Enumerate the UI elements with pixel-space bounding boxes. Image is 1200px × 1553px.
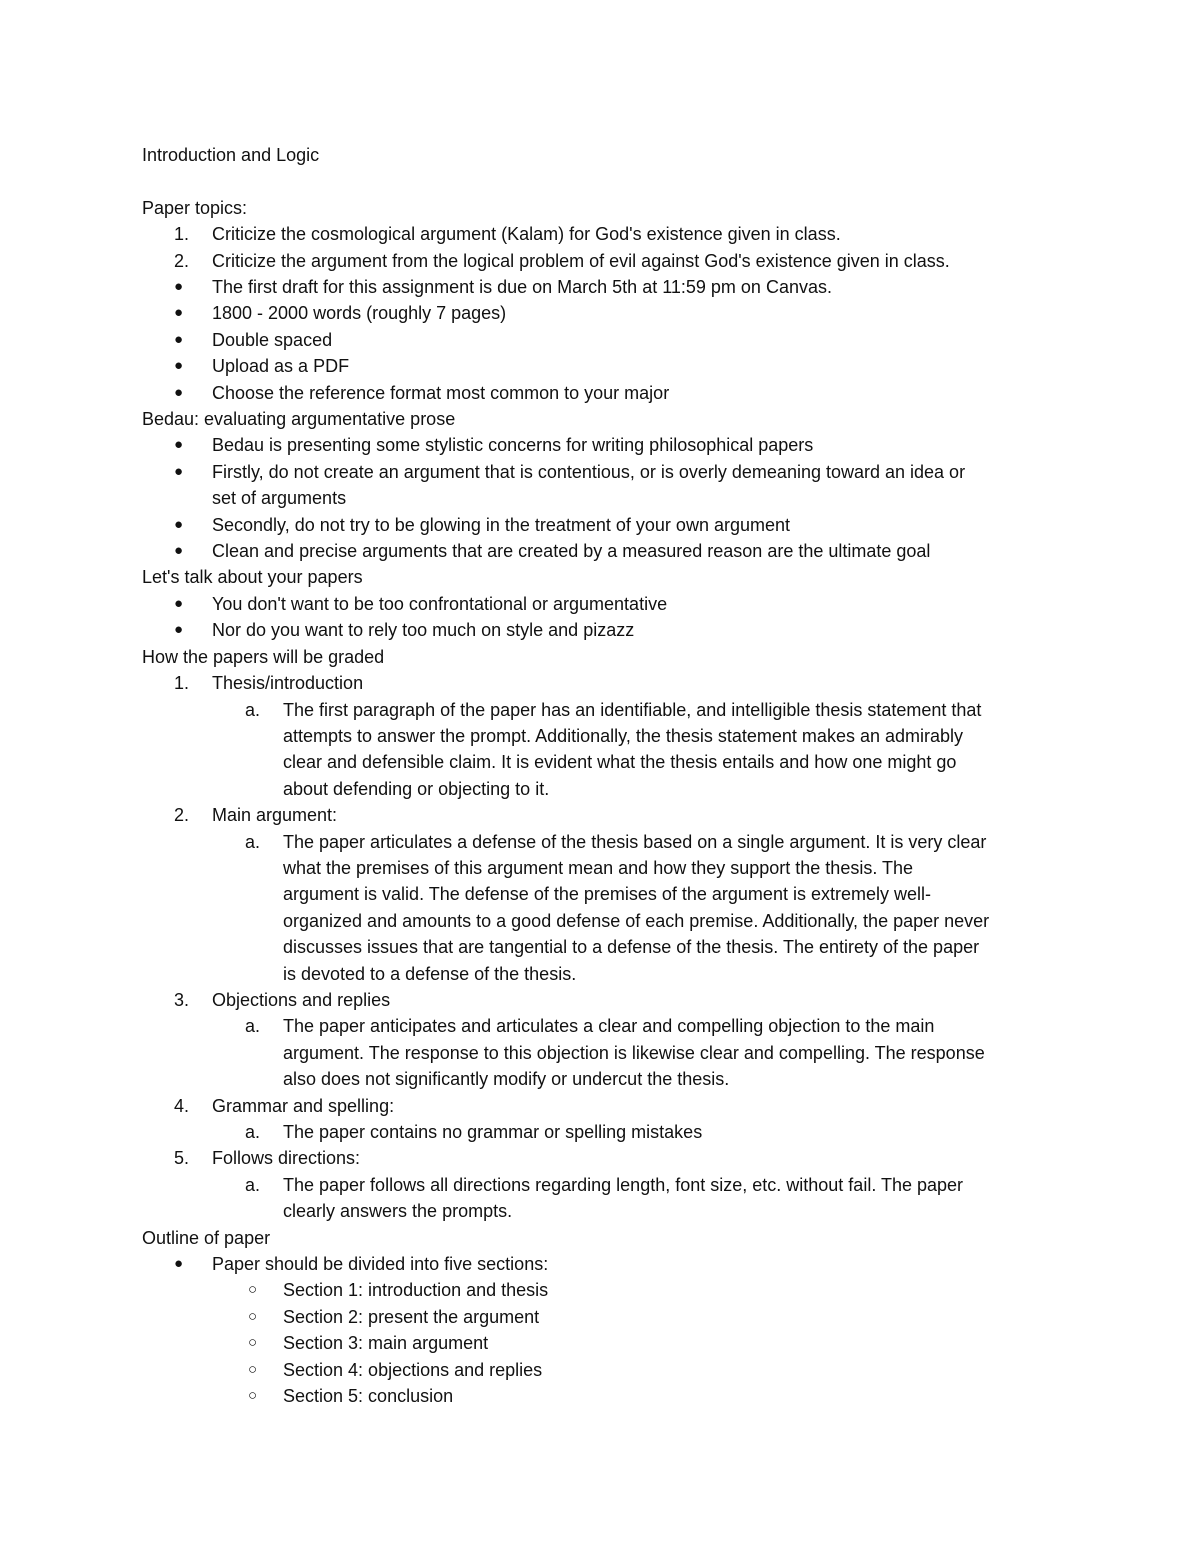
sub-list-text: The paper articulates a defense of the thesis based on a single argument. It is very clear [283, 831, 987, 852]
sub-list-continuation [142, 934, 1072, 960]
sub-list-item [142, 1357, 1072, 1383]
sub-list-text: also does not significantly modify or undercut the thesis. [283, 1069, 730, 1090]
sub-list-item [142, 1277, 1072, 1303]
list-item [142, 1093, 1072, 1119]
bullet-icon: ● [174, 304, 184, 322]
sub-list-continuation [142, 908, 1072, 934]
sub-list-text: The first paragraph of the paper has an identifiable, and intelligible thesis statement that [283, 699, 982, 720]
list-item [142, 353, 1072, 379]
sub-list-text: attempts to answer the prompt. Additionally, the thesis statement makes an admirably [283, 725, 964, 746]
sub-list-text: The paper anticipates and articulates a clear and compelling objection to the main [283, 1016, 935, 1037]
sub-list-text: discusses issues that are tangential to a defense of the thesis. The entirety of the paper [283, 937, 980, 958]
section-heading-paper-topics: Paper topics: [142, 197, 248, 218]
list-item-text: set of arguments [212, 488, 347, 509]
bullet-icon: ● [174, 462, 184, 480]
circle-bullet-icon: ○ [248, 1360, 258, 1378]
sub-list-continuation [142, 776, 1072, 802]
sub-list-text: clear and defensible claim. It is evident what the thesis entails and how one might go [283, 752, 957, 773]
bullet-icon: ● [174, 594, 184, 612]
sub-list-item [142, 1330, 1072, 1356]
sub-list-continuation [142, 881, 1072, 907]
list-item-text: Paper should be divided into five sections: [212, 1254, 549, 1275]
sub-list-item [142, 1172, 1072, 1198]
list-number: 4. [174, 1095, 190, 1116]
document-title: Introduction and Logic [142, 145, 320, 165]
sub-list-text: clearly answers the prompts. [283, 1201, 513, 1222]
list-item-text: You don't want to be too confrontational or argumentative [212, 593, 668, 614]
sub-list-continuation [142, 1198, 1072, 1224]
list-item-label: Main argument: [212, 805, 338, 826]
circle-bullet-icon: ○ [248, 1281, 258, 1299]
sub-list-item [142, 1383, 1072, 1409]
list-item-text: Nor do you want to rely too much on style and pizazz [212, 620, 635, 641]
list-number: 2. [174, 250, 190, 271]
list-item-text: Criticize the argument from the logical problem of evil against God's existence given in class. [212, 250, 950, 271]
sub-list-text: is devoted to a defense of the thesis. [283, 963, 577, 984]
list-item-text: Firstly, do not create an argument that is contentious, or is overly demeaning toward an idea or [212, 461, 966, 482]
list-item [142, 617, 1072, 643]
spacer [142, 168, 1072, 194]
section-heading-outline: Outline of paper [142, 1227, 271, 1248]
list-item [142, 670, 1072, 696]
sub-list-text: Section 1: introduction and thesis [283, 1280, 549, 1301]
bullet-icon: ● [174, 383, 184, 401]
circle-bullet-icon: ○ [248, 1334, 258, 1352]
sub-list-text: Section 5: conclusion [283, 1386, 454, 1407]
list-item [142, 274, 1072, 300]
outline-list [142, 1251, 1072, 1409]
list-item-text: Secondly, do not try to be glowing in the treatment of your own argument [212, 514, 790, 535]
list-item [142, 300, 1072, 326]
list-item [142, 591, 1072, 617]
list-number: 2. [174, 805, 190, 826]
document-body [142, 142, 1072, 1409]
list-item-label: Objections and replies [212, 989, 391, 1010]
list-number: 1. [174, 224, 190, 245]
list-item [142, 802, 1072, 828]
bullet-icon: ● [174, 1255, 184, 1273]
list-number: 1. [174, 673, 190, 694]
section-heading-bedau: Bedau: evaluating argumentative prose [142, 409, 456, 430]
list-item [142, 380, 1072, 406]
list-item [142, 221, 1072, 247]
graded-numbered-list [142, 670, 1072, 1225]
sub-list-text: organized and amounts to a good defense of each premise. Additionally, the paper never [283, 910, 990, 931]
bullet-icon: ● [174, 515, 184, 533]
circle-bullet-icon: ○ [248, 1307, 258, 1325]
sub-list-continuation [142, 855, 1072, 881]
bullet-icon: ● [174, 621, 184, 639]
sub-list-letter: a. [245, 1122, 261, 1143]
circle-bullet-icon: ○ [248, 1387, 258, 1405]
sub-list-continuation [142, 961, 1072, 987]
sub-list-text: Section 2: present the argument [283, 1306, 540, 1327]
sub-list-text: about defending or objecting to it. [283, 778, 550, 799]
sub-list-text: argument. The response to this objection is likewise clear and compelling. The response [283, 1042, 985, 1063]
sub-list-text: The paper contains no grammar or spelling mistakes [283, 1122, 703, 1143]
list-item [142, 327, 1072, 353]
list-item-label: Grammar and spelling: [212, 1095, 395, 1116]
sub-list-item [142, 829, 1072, 855]
paper-topics-numbered-list [142, 221, 1072, 274]
sub-list-item [142, 1304, 1072, 1330]
list-item-text: Clean and precise arguments that are created by a measured reason are the ultimate goal [212, 541, 931, 562]
sub-list-letter: a. [245, 831, 261, 852]
list-item [142, 512, 1072, 538]
section-heading-graded: How the papers will be graded [142, 646, 385, 667]
sub-list-item [142, 697, 1072, 723]
list-item [142, 248, 1072, 274]
sub-list-text: The paper follows all directions regarding length, font size, etc. without fail. The paper [283, 1174, 964, 1195]
list-item-text: Upload as a PDF [212, 356, 350, 377]
sub-list-text: argument is valid. The defense of the premises of the argument is extremely well- [283, 884, 931, 905]
list-item-label: Thesis/introduction [212, 673, 364, 694]
sub-list-text: Section 4: objections and replies [283, 1359, 543, 1380]
list-item [142, 1145, 1072, 1171]
sub-list-continuation [142, 749, 1072, 775]
list-item-text: Double spaced [212, 329, 333, 350]
talk-bullet-list [142, 591, 1072, 644]
list-item [142, 432, 1072, 458]
list-number: 5. [174, 1148, 190, 1169]
sub-list-letter: a. [245, 1016, 261, 1037]
sub-list-letter: a. [245, 1174, 261, 1195]
bullet-icon: ● [174, 330, 184, 348]
list-item-continuation [142, 485, 1072, 511]
list-item-text: Criticize the cosmological argument (Kalam) for God's existence given in class. [212, 224, 841, 245]
bullet-icon: ● [174, 357, 184, 375]
list-item [142, 987, 1072, 1013]
list-item-text: 1800 - 2000 words (roughly 7 pages) [212, 303, 507, 324]
paper-topics-bullet-list [142, 274, 1072, 406]
list-number: 3. [174, 989, 190, 1010]
bullet-icon: ● [174, 278, 184, 296]
sub-list-item [142, 1119, 1072, 1145]
sub-list-text: what the premises of this argument mean and how they support the thesis. The [283, 857, 914, 878]
list-item-label: Follows directions: [212, 1148, 361, 1169]
list-item [142, 1251, 1072, 1277]
bullet-icon: ● [174, 436, 184, 454]
sub-list-text: Section 3: main argument [283, 1333, 489, 1354]
list-item [142, 459, 1072, 485]
sub-list-continuation [142, 1040, 1072, 1066]
bedau-bullet-list [142, 432, 1072, 564]
sub-list-letter: a. [245, 699, 261, 720]
sub-list-item [142, 1013, 1072, 1039]
sub-list-continuation [142, 1066, 1072, 1092]
bullet-icon: ● [174, 542, 184, 560]
sub-list-continuation [142, 723, 1072, 749]
list-item [142, 538, 1072, 564]
list-item-text: Bedau is presenting some stylistic concerns for writing philosophical papers [212, 435, 814, 456]
list-item-text: The first draft for this assignment is due on March 5th at 11:59 pm on Canvas. [212, 277, 832, 298]
list-item-text: Choose the reference format most common to your major [212, 382, 670, 403]
section-heading-talk: Let's talk about your papers [142, 567, 363, 588]
